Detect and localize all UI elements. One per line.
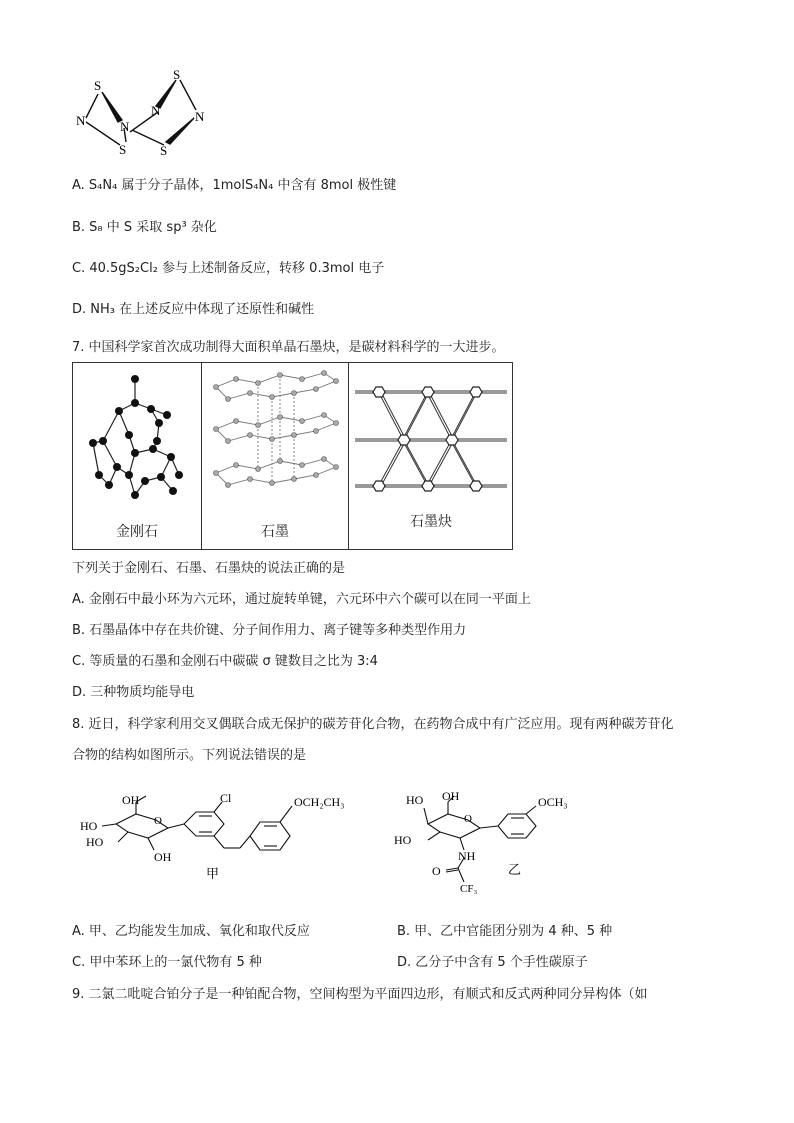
q8-option-b: B. 甲、乙中官能团分别为 4 种、5 种: [397, 924, 613, 939]
graphyne-structure-icon: [349, 363, 513, 503]
diamond-cell: [73, 363, 202, 549]
svg-text:S: S: [94, 78, 102, 93]
compound-yi-structure: [394, 786, 614, 896]
graphite-label: 石墨: [261, 524, 289, 540]
svg-text:NH: NH: [458, 849, 476, 863]
graphite-cell: [202, 363, 349, 549]
svg-text:N: N: [195, 109, 205, 124]
svg-text:O: O: [154, 815, 162, 827]
q7-option-b: B. 石墨晶体中存在共价键、分子间作用力、离子键等多种类型作用力: [72, 623, 467, 638]
svg-text:OCH₃: OCH₃: [538, 795, 568, 809]
svg-text:S: S: [160, 143, 168, 158]
q8-stem-line2: 合物的结构如图所示。下列说法错误的是: [72, 748, 307, 763]
compound-yi-label: 乙: [508, 862, 522, 877]
q6-option-a: A. S₄N₄ 属于分子晶体，1molS₄N₄ 中含有 8mol 极性键: [72, 178, 397, 193]
graphite-structure-icon: [202, 363, 348, 513]
graphyne-cell: [349, 363, 513, 549]
q8-stem-line1: 8. 近日，科学家利用交叉偶联合成无保护的碳芳苷化合物，在药物合成中有广泛应用。现有两种碳芳苷化: [72, 717, 674, 732]
svg-text:O: O: [432, 864, 441, 878]
diamond-structure-icon: [73, 363, 201, 513]
svg-text:Cl: Cl: [220, 791, 232, 805]
q6-option-c: C. 40.5gS₂Cl₂ 参与上述制备反应，转移 0.3mol 电子: [72, 261, 385, 276]
s4n4-structure: [72, 62, 222, 162]
q8-option-d: D. 乙分子中含有 5 个手性碳原子: [397, 955, 588, 970]
svg-text:HO: HO: [86, 835, 104, 849]
q6-option-d: D. NH₃ 在上述反应中体现了还原性和碱性: [72, 302, 315, 317]
svg-text:CF₃: CF₃: [460, 883, 478, 895]
svg-text:HO: HO: [406, 793, 424, 807]
compound-jia-label: 甲: [206, 866, 220, 881]
q6-option-b: B. S₈ 中 S 采取 sp³ 杂化: [72, 220, 217, 235]
diamond-label: 金刚石: [116, 524, 158, 540]
svg-text:S: S: [119, 142, 127, 157]
svg-text:N: N: [151, 103, 161, 118]
q7-stem: 7. 中国科学家首次成功制得大面积单晶石墨炔，是碳材料科学的一大进步。: [72, 340, 505, 355]
q7-option-a: A. 金刚石中最小环为六元环，通过旋转单键，六元环中六个碳可以在同一平面上: [72, 592, 531, 607]
q8-option-c: C. 甲中苯环上的一氯代物有 5 种: [72, 955, 262, 970]
compound-jia-structure: [74, 786, 394, 886]
graphyne-label: 石墨炔: [410, 514, 452, 530]
svg-text:N: N: [76, 113, 86, 128]
svg-text:N: N: [120, 119, 130, 134]
svg-text:O: O: [464, 813, 472, 825]
svg-text:OH: OH: [154, 850, 172, 864]
q7-question: 下列关于金刚石、石墨、石墨炔的说法正确的是: [72, 561, 346, 576]
q8-option-a: A. 甲、乙均能发生加成、氧化和取代反应: [72, 924, 310, 939]
carbon-allotropes-figure: [72, 362, 513, 550]
svg-text:OH: OH: [442, 789, 460, 803]
svg-text:HO: HO: [80, 819, 98, 833]
svg-text:OH: OH: [122, 793, 140, 807]
svg-text:S: S: [173, 67, 181, 82]
q7-option-c: C. 等质量的石墨和金刚石中碳碳 σ 键数目之比为 3:4: [72, 654, 378, 669]
q7-option-d: D. 三种物质均能导电: [72, 685, 195, 700]
q9-stem: 9. 二氯二吡啶合铂分子是一种铂配合物，空间构型为平面四边形，有顺式和反式两种同分异构体（如: [72, 987, 648, 1002]
svg-text:OCH₂CH₃: OCH₂CH₃: [294, 795, 345, 809]
svg-text:HO: HO: [394, 833, 412, 847]
